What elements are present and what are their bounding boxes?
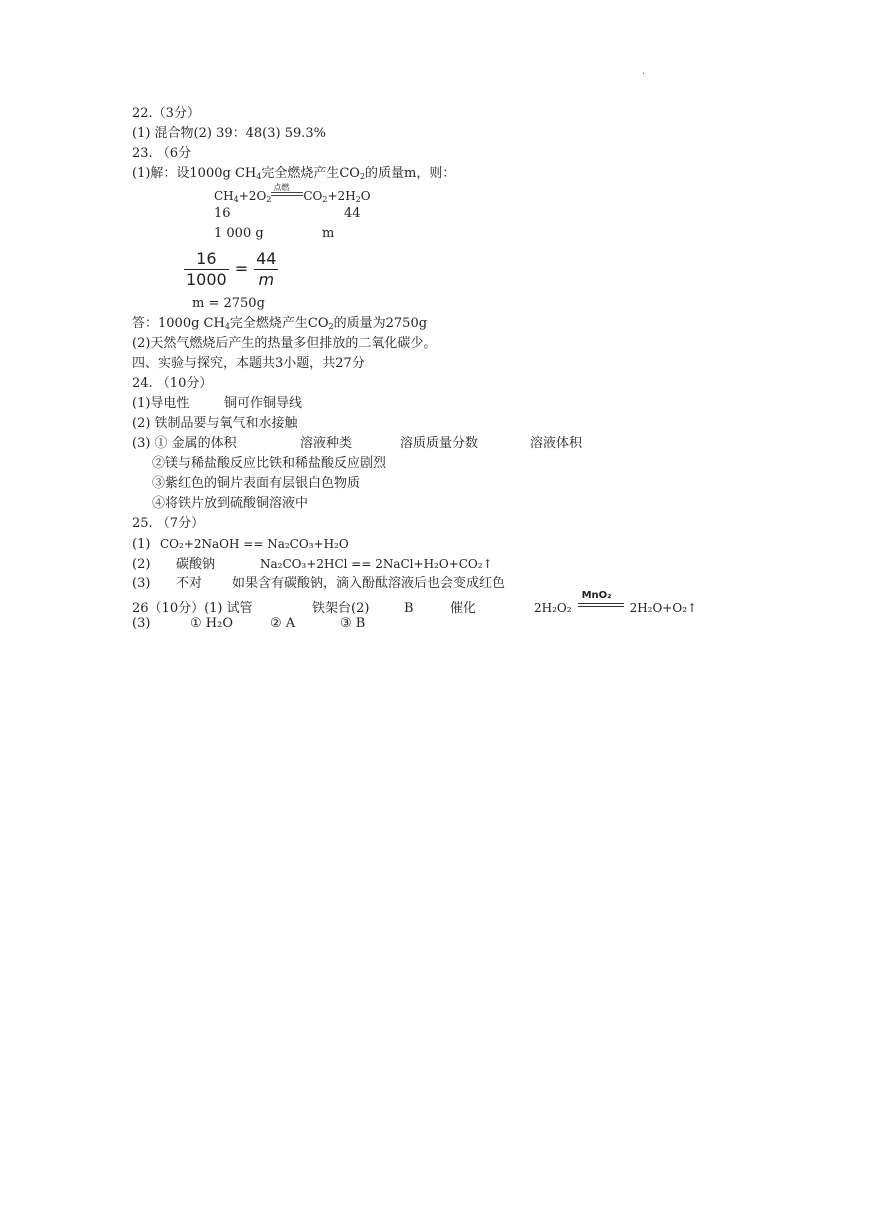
- formula-part: CH: [214, 189, 234, 203]
- equals-sign: =: [234, 259, 249, 278]
- page-marker: .: [642, 66, 646, 77]
- q26-header: 26（10分）(1) 试管: [132, 601, 253, 616]
- q24-part1: [132, 394, 697, 414]
- q26-eq-left: 2H₂O₂: [534, 601, 572, 615]
- subscript: 2: [322, 195, 328, 204]
- formula-part: CO: [303, 189, 323, 203]
- q25-part2: [132, 554, 697, 574]
- q26-line1: [132, 590, 698, 616]
- q25-part1: [132, 534, 697, 554]
- q23-setup-text: (1)解：设1000g CH: [132, 166, 257, 181]
- q24-part3-b: 溶液种类: [300, 436, 353, 451]
- q23-result: m = 2750g: [192, 296, 265, 311]
- q23-part2: (2)天然气燃烧后产生的热量多但排放的二氧化碳少。: [132, 336, 437, 351]
- numerator: 16: [196, 248, 217, 268]
- q22-answer: (1) 混合物(2) 39：48(3) 59.3%: [132, 126, 327, 141]
- q24-part1-a: (1)导电性: [132, 396, 190, 411]
- q24-part3-2: ②镁与稀盐酸反应比铁和稀盐酸反应剧烈: [152, 456, 387, 471]
- q25-header: 25. （7分）: [132, 516, 205, 531]
- answer-text: 完全燃烧产生CO: [229, 316, 329, 331]
- q25-part2-answer: 碳酸钠: [176, 557, 216, 572]
- q23-given: [132, 224, 697, 244]
- given-left: 1 000 g: [214, 226, 264, 241]
- q26-answer-c: 催化: [450, 601, 477, 616]
- q24-header: 24. （10分）: [132, 376, 213, 391]
- formula-part: +2O: [238, 189, 267, 203]
- q23-answer: [132, 314, 697, 334]
- q26-line2: [132, 614, 697, 634]
- q25-part2-equation: Na₂CO₃+2HCl == 2NaCl+H₂O+CO₂↑: [260, 557, 493, 571]
- q24-part3: [132, 434, 697, 454]
- subscript: 2: [359, 172, 366, 181]
- q24-part1-b: 铜可作铜导线: [224, 396, 303, 411]
- fraction-left: [184, 249, 229, 290]
- q26-eq-right: 2H₂O+O₂↑: [629, 601, 698, 615]
- denominator: m: [254, 269, 278, 290]
- reaction-condition: [271, 184, 303, 198]
- q24-part3-3: ③紫红色的铜片表面有层银白色物质: [152, 476, 361, 491]
- q23-mass-ratio: [132, 204, 697, 224]
- q26-answer-b: B: [404, 601, 414, 616]
- q24-part3-a: (3) ① 金属的体积: [132, 436, 237, 451]
- q24-part3-4: ④将铁片放到硫酸铜溶液中: [152, 496, 309, 511]
- subscript: 2: [355, 195, 361, 204]
- subscript: 4: [256, 172, 262, 181]
- answer-text: 的质量为2750g: [333, 316, 428, 331]
- condition-label: 点燃: [273, 183, 290, 192]
- q25-part1-label: (1): [132, 537, 151, 552]
- q23-proportion: [132, 244, 697, 294]
- q26-answer-a: 铁架台(2): [312, 601, 370, 616]
- q23-setup-text: 完全燃烧产生CO: [261, 166, 360, 181]
- answer-text: 答：1000g CH: [132, 316, 225, 331]
- q26-part3-2: ② A: [270, 616, 296, 631]
- q26-part3-3: ③ B: [340, 616, 366, 631]
- subscript: 4: [224, 322, 230, 331]
- numerator: 44: [256, 248, 277, 268]
- subscript: 2: [328, 322, 334, 331]
- mass-left: 16: [214, 206, 231, 221]
- subscript: 2: [266, 195, 272, 204]
- given-right: m: [322, 226, 335, 241]
- q26-part3-1: ① H₂O: [190, 616, 233, 631]
- q22-header: 22.（3分）: [132, 106, 200, 121]
- q23-header: 23. （6分: [132, 146, 192, 161]
- formula-part: O: [360, 189, 371, 203]
- q25-part2-label: (2): [132, 557, 151, 572]
- q25-part1-equation: CO₂+2NaOH == Na₂CO₃+H₂O: [160, 537, 349, 551]
- catalyst-label: MnO₂: [581, 590, 612, 601]
- denominator: 1000: [186, 269, 227, 289]
- mass-right: 44: [344, 206, 361, 221]
- subscript: 4: [233, 195, 239, 204]
- q24-part3-c: 溶质质量分数: [400, 436, 479, 451]
- q23-equation: [132, 184, 697, 204]
- q26-part3-label: (3): [132, 616, 151, 631]
- section-heading: 四、实验与探究，本题共3小题，共27分: [132, 356, 365, 371]
- q24-part2: (2) 铁制品要与氧气和水接触: [132, 416, 298, 431]
- answer-content: [132, 104, 697, 634]
- q25-part3: [132, 574, 697, 594]
- q25-part3-reason: 如果含有碳酸钠，滴入酚酞溶液后也会变成红色: [232, 576, 506, 591]
- q23-setup-text: 的质量m，则：: [365, 166, 456, 181]
- fraction-right: [254, 249, 278, 290]
- catalyst-arrow: [578, 590, 624, 610]
- q24-part3-d: 溶液体积: [530, 436, 583, 451]
- q25-part3-answer: 不对: [176, 576, 203, 591]
- q25-part3-label: (3): [132, 576, 151, 591]
- formula-part: +2H: [327, 189, 356, 203]
- q23-setup: [132, 164, 697, 184]
